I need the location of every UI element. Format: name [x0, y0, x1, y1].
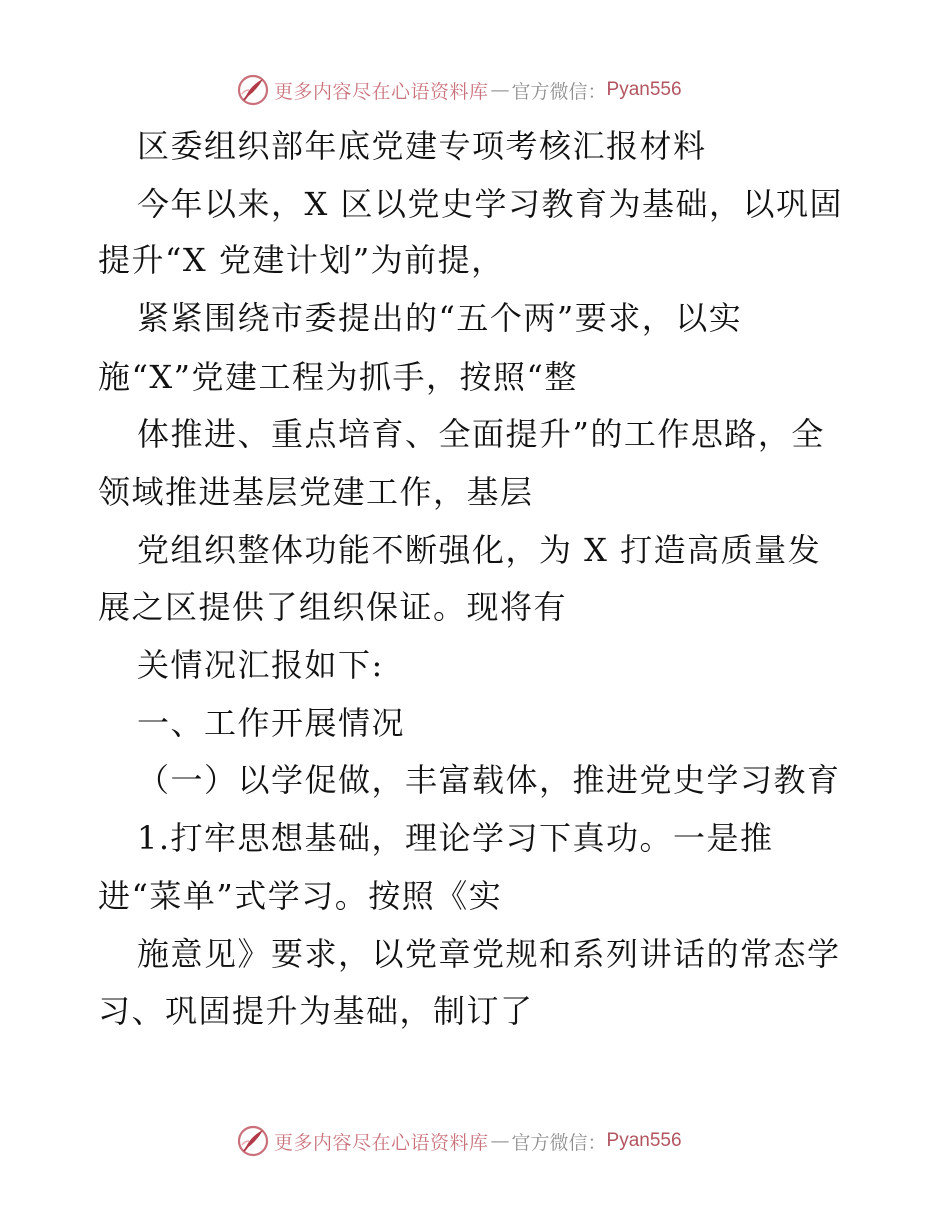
watermark-separator: — — [490, 1130, 510, 1152]
quill-logo-icon — [236, 73, 270, 107]
watermark-id: Pyan556 — [606, 79, 682, 100]
footer-watermark — [236, 1121, 682, 1161]
text-line: 施“X”党建工程为抓手，按照“整 — [98, 358, 578, 396]
text-line: 展之区提供了组织保证。现将有 — [98, 588, 568, 626]
watermark-label: 官方微信： — [511, 1131, 607, 1154]
text-line: 提升“X 党建计划”为前提， — [98, 241, 505, 279]
text-line: 进“菜单”式学习。按照《实 — [98, 877, 503, 915]
watermark-label: 官方微信： — [511, 80, 607, 103]
text-line: 区委组织部年底党建专项考核汇报材料 — [137, 127, 707, 165]
text-line: 体推进、重点培育、全面提升”的工作思路，全 — [137, 415, 825, 453]
section-heading: 一、工作开展情况 — [137, 704, 406, 742]
text-line: 紧紧围绕市委提出的“五个两”要求，以实 — [137, 299, 743, 337]
watermark-separator: — — [490, 79, 510, 101]
text-line: 领域推进基层党建工作，基层 — [98, 473, 534, 511]
watermark-text: 更多内容尽在心语资料库 — [274, 1131, 489, 1154]
text-line: 今年以来，X 区以党史学习教育为基础，以巩固 — [137, 185, 843, 223]
subsection-heading: （一）以学促做，丰富载体，推进党史学习教育 — [137, 761, 841, 799]
header-watermark — [236, 70, 682, 110]
text-line: 党组织整体功能不断强化，为 X 打造高质量发 — [137, 531, 822, 569]
text-line: 1.打牢思想基础，理论学习下真功。一是推 — [137, 819, 774, 857]
watermark-text: 更多内容尽在心语资料库 — [274, 80, 489, 103]
watermark-id: Pyan556 — [606, 1130, 682, 1151]
text-line: 关情况汇报如下: — [137, 646, 384, 684]
text-line: 施意见》要求，以党章党规和系列讲话的常态学 — [137, 935, 841, 973]
text-line: 习、巩固提升为基础，制订了 — [98, 992, 534, 1030]
quill-logo-icon — [236, 1124, 270, 1158]
